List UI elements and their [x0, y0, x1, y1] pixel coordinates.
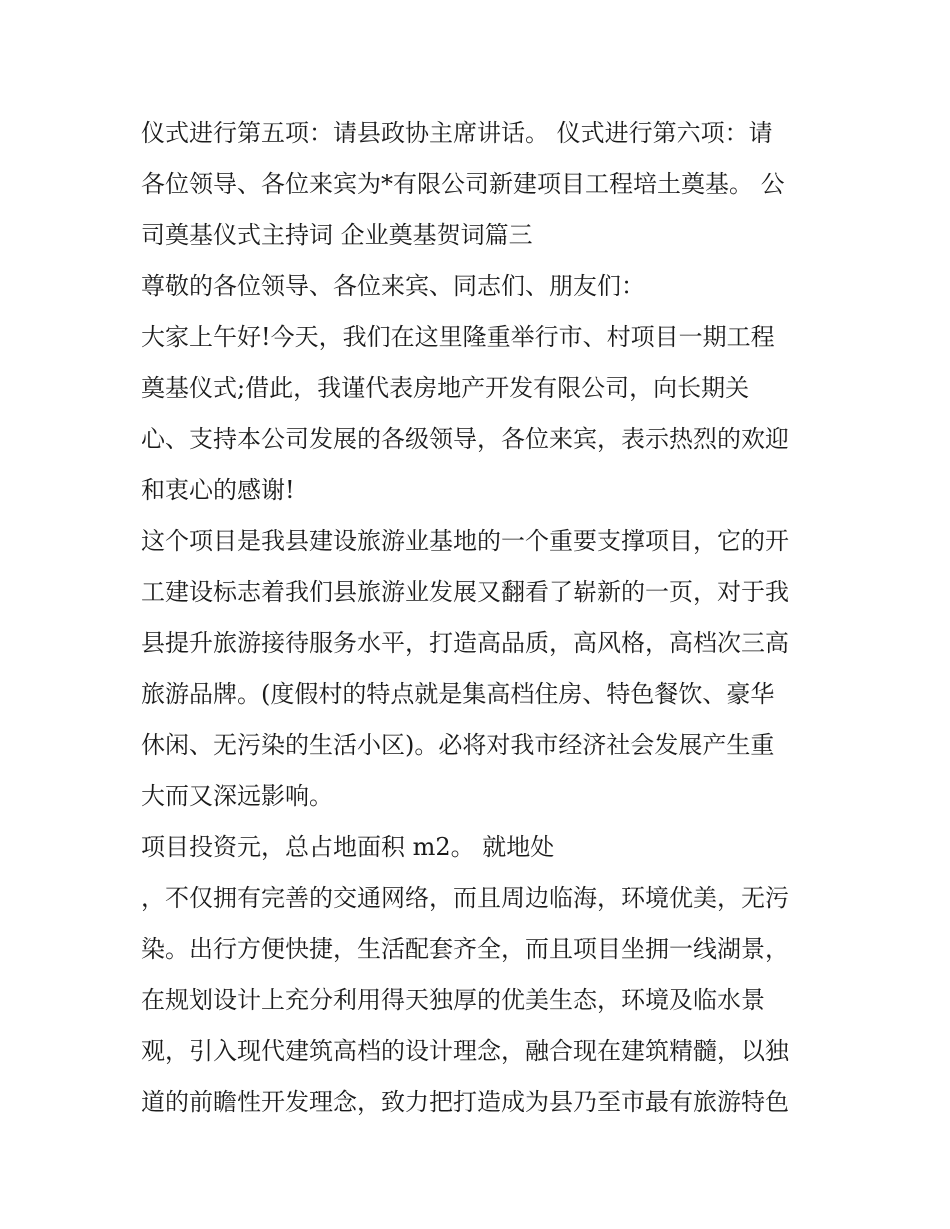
text-line: 观，引入现代建筑高档的设计理念，融合现在建筑精髓，以独 — [141, 1037, 789, 1065]
text-line: 道的前瞻性开发理念，致力把打造成为县乃至市最有旅游特色 — [141, 1088, 789, 1116]
text-line: 各位领导、各位来宾为*有限公司新建项目工程培土奠基。 公 — [141, 170, 785, 198]
text-line: 县提升旅游接待服务水平，打造高品质，高风格，高档次三高 — [141, 629, 789, 657]
document-body — [141, 108, 821, 1128]
text-line: 项目投资元，总占地面积 m2。 就地处 — [141, 833, 555, 861]
text-line: 旅游品牌。(度假村的特点就是集高档住房、特色餐饮、豪华 — [141, 680, 775, 708]
text-line: 染。出行方便快捷，生活配套齐全，而且项目坐拥一线湖景， — [141, 935, 789, 963]
text-line: 仪式进行第五项：请县政协主席讲话。 仪式进行第六项：请 — [141, 119, 773, 147]
text-line: 大而又深远影响。 — [141, 782, 333, 810]
text-line: 工建设标志着我们县旅游业发展又翻看了崭新的一页，对于我 — [141, 578, 789, 606]
text-line: 司奠基仪式主持词 企业奠基贺词篇三 — [141, 221, 533, 249]
text-line: 在规划设计上充分利用得天独厚的优美生态，环境及临水景 — [141, 986, 765, 1014]
text-line: 尊敬的各位领导、各位来宾、同志们、朋友们： — [141, 272, 645, 300]
text-line: ，不仅拥有完善的交通网络，而且周边临海，环境优美，无污 — [141, 884, 789, 912]
text-line: 和衷心的感谢! — [141, 476, 295, 504]
text-line: 休闲、无污染的生活小区)。必将对我市经济社会发展产生重 — [141, 731, 775, 759]
text-line: 心、支持本公司发展的各级领导，各位来宾，表示热烈的欢迎 — [141, 425, 789, 453]
text-line: 这个项目是我县建设旅游业基地的一个重要支撑项目，它的开 — [141, 527, 789, 555]
text-line: 大家上午好!今天，我们在这里隆重举行市、村项目一期工程 — [141, 323, 775, 351]
text-line: 奠基仪式;借此，我谨代表房地产开发有限公司，向长期关 — [141, 374, 750, 402]
